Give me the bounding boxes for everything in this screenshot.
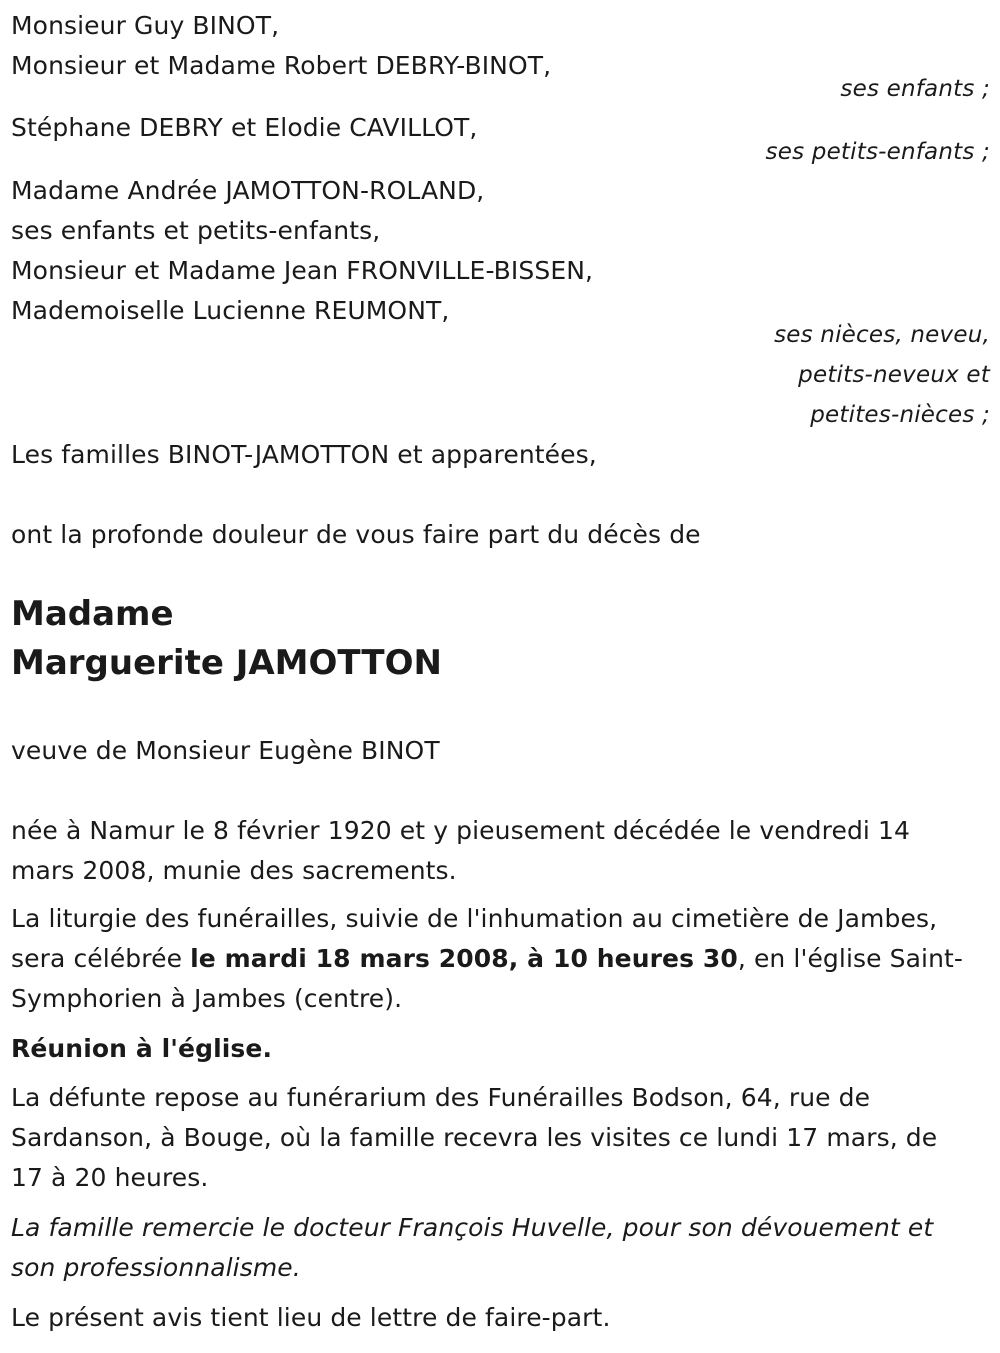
thanks-line-2: son professionnalisme.	[11, 1253, 301, 1282]
visitation-line-3: 17 à 20 heures.	[11, 1163, 209, 1192]
liturgy-prefix: sera célébrée	[11, 944, 191, 973]
liturgy-line-3: Symphorien à Jambes (centre).	[11, 984, 403, 1013]
visitation-line-2: Sardanson, à Bouge, où la famille recevra les visites ce lundi 17 mars, de	[11, 1123, 938, 1152]
nieces-relation-3: petites-nièces ;	[810, 402, 990, 428]
thanks-line-1: La famille remercie le docteur François Huvelle, pour son dévouement et	[11, 1213, 934, 1242]
birth-death-line-1: née à Namur le 8 février 1920 et y pieusement décédée le vendredi 14	[11, 816, 911, 845]
children-line-1: Monsieur Guy BINOT,	[11, 11, 280, 40]
meeting-line: Réunion à l'église.	[11, 1034, 273, 1063]
birth-death-line-2: mars 2008, munie des sacrements.	[11, 856, 457, 885]
families-line: Les familles BINOT-JAMOTTON et apparentées,	[11, 440, 597, 469]
closing-line: Le présent avis tient lieu de lettre de faire-part.	[11, 1303, 611, 1332]
announcement-line: ont la profonde douleur de vous faire part du décès de	[11, 520, 701, 549]
grandchildren-relation: ses petits-enfants ;	[765, 139, 990, 165]
children-line-2: Monsieur et Madame Robert DEBRY-BINOT,	[11, 51, 552, 80]
nieces-relation-2: petits-neveux et	[798, 362, 990, 388]
nieces-line-2: ses enfants et petits-enfants,	[11, 216, 381, 245]
liturgy-line-2	[11, 939, 963, 979]
grandchildren-line-1: Stéphane DEBRY et Elodie CAVILLOT,	[11, 113, 478, 142]
nieces-line-3: Monsieur et Madame Jean FRONVILLE-BISSEN,	[11, 256, 594, 285]
deceased-title: Madame	[11, 594, 174, 634]
liturgy-date-time: le mardi 18 mars 2008, à 10 heures 30	[190, 944, 738, 973]
children-relation: ses enfants ;	[840, 76, 990, 102]
nieces-line-1: Madame Andrée JAMOTTON-ROLAND,	[11, 176, 485, 205]
widow-of-line: veuve de Monsieur Eugène BINOT	[11, 736, 440, 765]
nieces-relation-1: ses nièces, neveu,	[774, 322, 990, 348]
liturgy-line-1: La liturgie des funérailles, suivie de l'inhumation au cimetière de Jambes,	[11, 904, 938, 933]
nieces-line-4: Mademoiselle Lucienne REUMONT,	[11, 296, 450, 325]
visitation-line-1: La défunte repose au funérarium des Funérailles Bodson, 64, rue de	[11, 1083, 871, 1112]
deceased-name: Marguerite JAMOTTON	[11, 643, 442, 683]
liturgy-suffix: , en l'église Saint-	[737, 944, 964, 973]
